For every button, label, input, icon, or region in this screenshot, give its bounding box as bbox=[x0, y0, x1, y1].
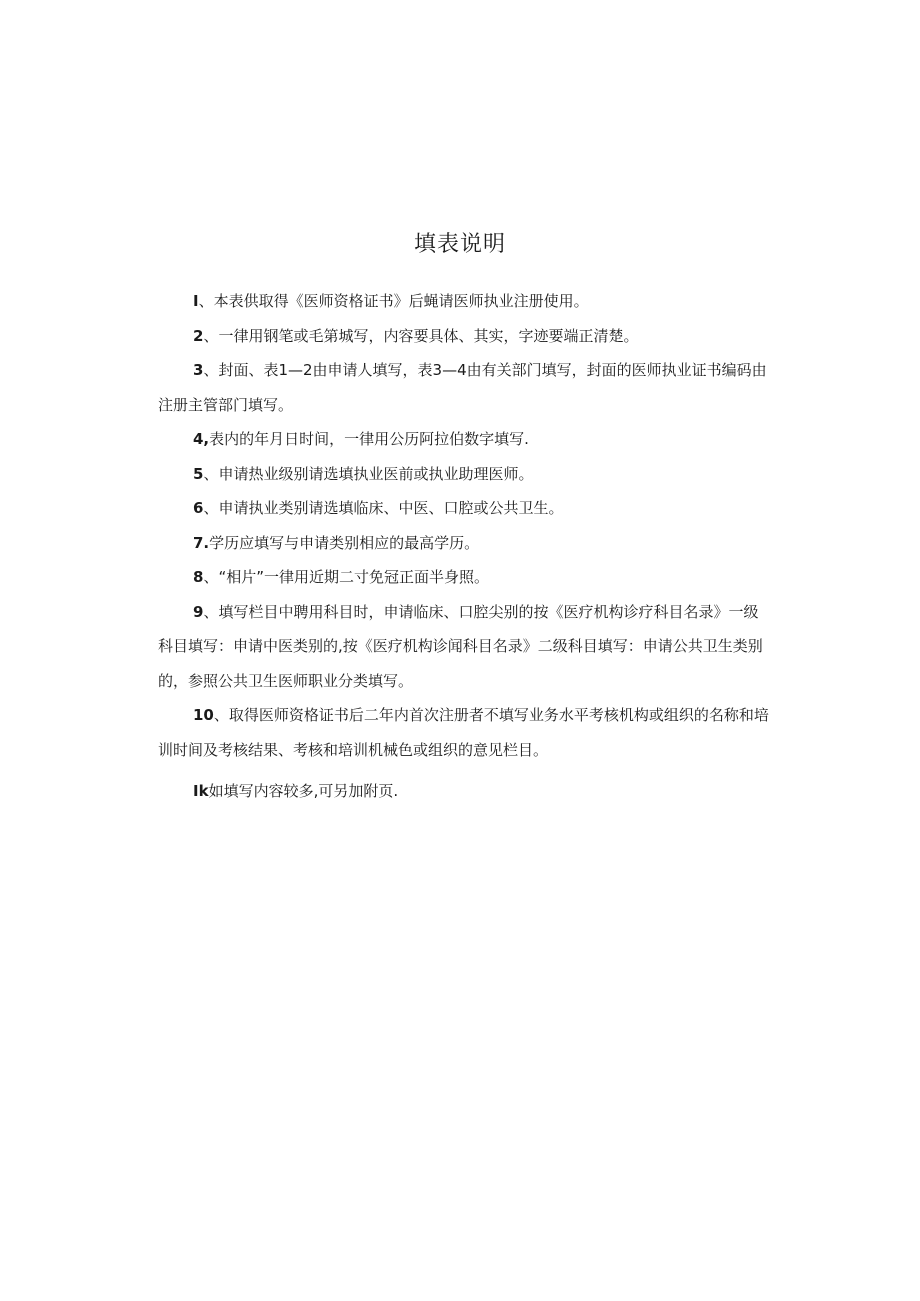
instructions-list bbox=[158, 284, 770, 809]
item-text: 、“相片”一律用近期二寸免冠正面半身照。 bbox=[203, 568, 489, 586]
instruction-item-9 bbox=[158, 595, 770, 699]
item-number: 2 bbox=[193, 326, 204, 345]
item-text: 、本表供取得《医师资格证书》后蝇请医师执业注册使用。 bbox=[198, 292, 589, 310]
page-title: 填表说明 bbox=[413, 232, 506, 257]
item-text: 、申请执业类别请选填临床、中医、口腔或公共卫生。 bbox=[203, 499, 564, 517]
item-text: 、封面、表1—2由申请人填写，表3—4由有关部门填写，封面的医师执业证书编码由注册主管部门填写。 bbox=[158, 361, 767, 414]
item-number: 7. bbox=[193, 533, 210, 552]
instruction-item-10 bbox=[158, 698, 770, 767]
item-number: 3 bbox=[193, 361, 204, 379]
item-number: 4, bbox=[193, 430, 210, 448]
item-number: I bbox=[193, 292, 199, 310]
instruction-item-4 bbox=[158, 422, 770, 457]
item-number: 9 bbox=[193, 602, 204, 621]
item-text: 、申请热业级别请选填执业医前或执业助理医师。 bbox=[203, 464, 534, 483]
instruction-item-3 bbox=[158, 353, 770, 422]
item-text: 学历应填写与申请类别相应的最高学历。 bbox=[209, 533, 480, 552]
item-text: 、一律用钢笔或毛第城写，内容要具体、其实，字迹要端正清楚。 bbox=[203, 326, 639, 345]
instruction-item-2 bbox=[158, 319, 770, 354]
item-number: 6 bbox=[193, 499, 204, 517]
instruction-item-11 bbox=[158, 774, 770, 809]
instruction-item-6 bbox=[158, 491, 770, 526]
instruction-item-5 bbox=[158, 457, 770, 492]
item-text: 、填写栏目中聘用科目时，申请临床、口腔尖别的按《医疗机构诊疗科目名录》一级科目填写：申请中医类别的,按《医疗机构诊闻科目名录》二级科目填写：申请公共卫生类别的，参照公共卫生医师职业分类填写。 bbox=[158, 602, 763, 690]
item-text: 表内的年月日时间，一律用公历阿拉伯数字填写. bbox=[209, 430, 529, 448]
item-number: Ik bbox=[193, 782, 209, 800]
instruction-item-1 bbox=[158, 284, 770, 319]
item-text: 、取得医师资格证书后二年内首次注册者不填写业务水平考核机构或组织的名称和培训时间及考核结果、考核和培训机械色或组织的意见栏目。 bbox=[158, 706, 769, 759]
item-number: 10 bbox=[193, 706, 214, 724]
instruction-item-8 bbox=[158, 560, 770, 595]
instruction-item-7 bbox=[158, 526, 770, 561]
item-text: 如填写内容较多,可另加附页. bbox=[208, 782, 399, 800]
item-number: 5 bbox=[193, 464, 204, 483]
item-number: 8 bbox=[193, 568, 204, 586]
